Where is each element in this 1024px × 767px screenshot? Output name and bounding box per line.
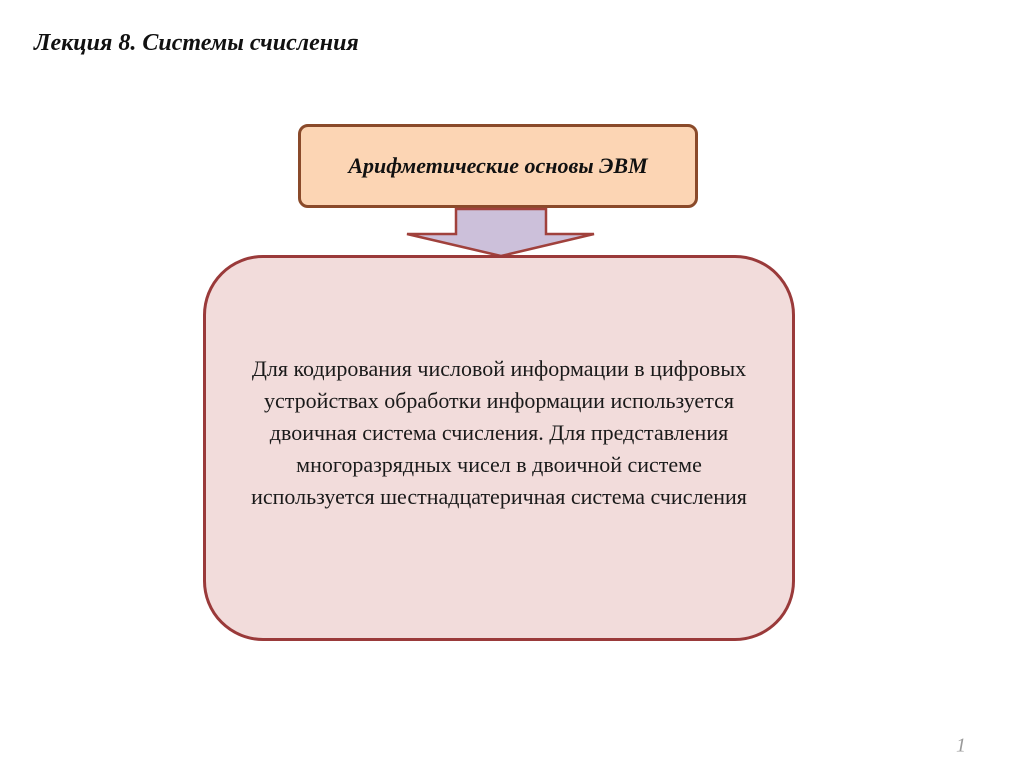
page-number: 1: [956, 734, 966, 757]
slide-title: Лекция 8. Системы счисления: [34, 30, 359, 56]
content-text: Для кодирования числовой информации в цифровых устройствах обработки информации используется двоичная система счисления. Для представления многоразрядных чисел в двоичной системе используется шестнадцатеричная система счисления: [251, 356, 747, 509]
heading-text: Арифметические основы ЭВМ: [348, 153, 648, 178]
content-box: [203, 255, 795, 641]
